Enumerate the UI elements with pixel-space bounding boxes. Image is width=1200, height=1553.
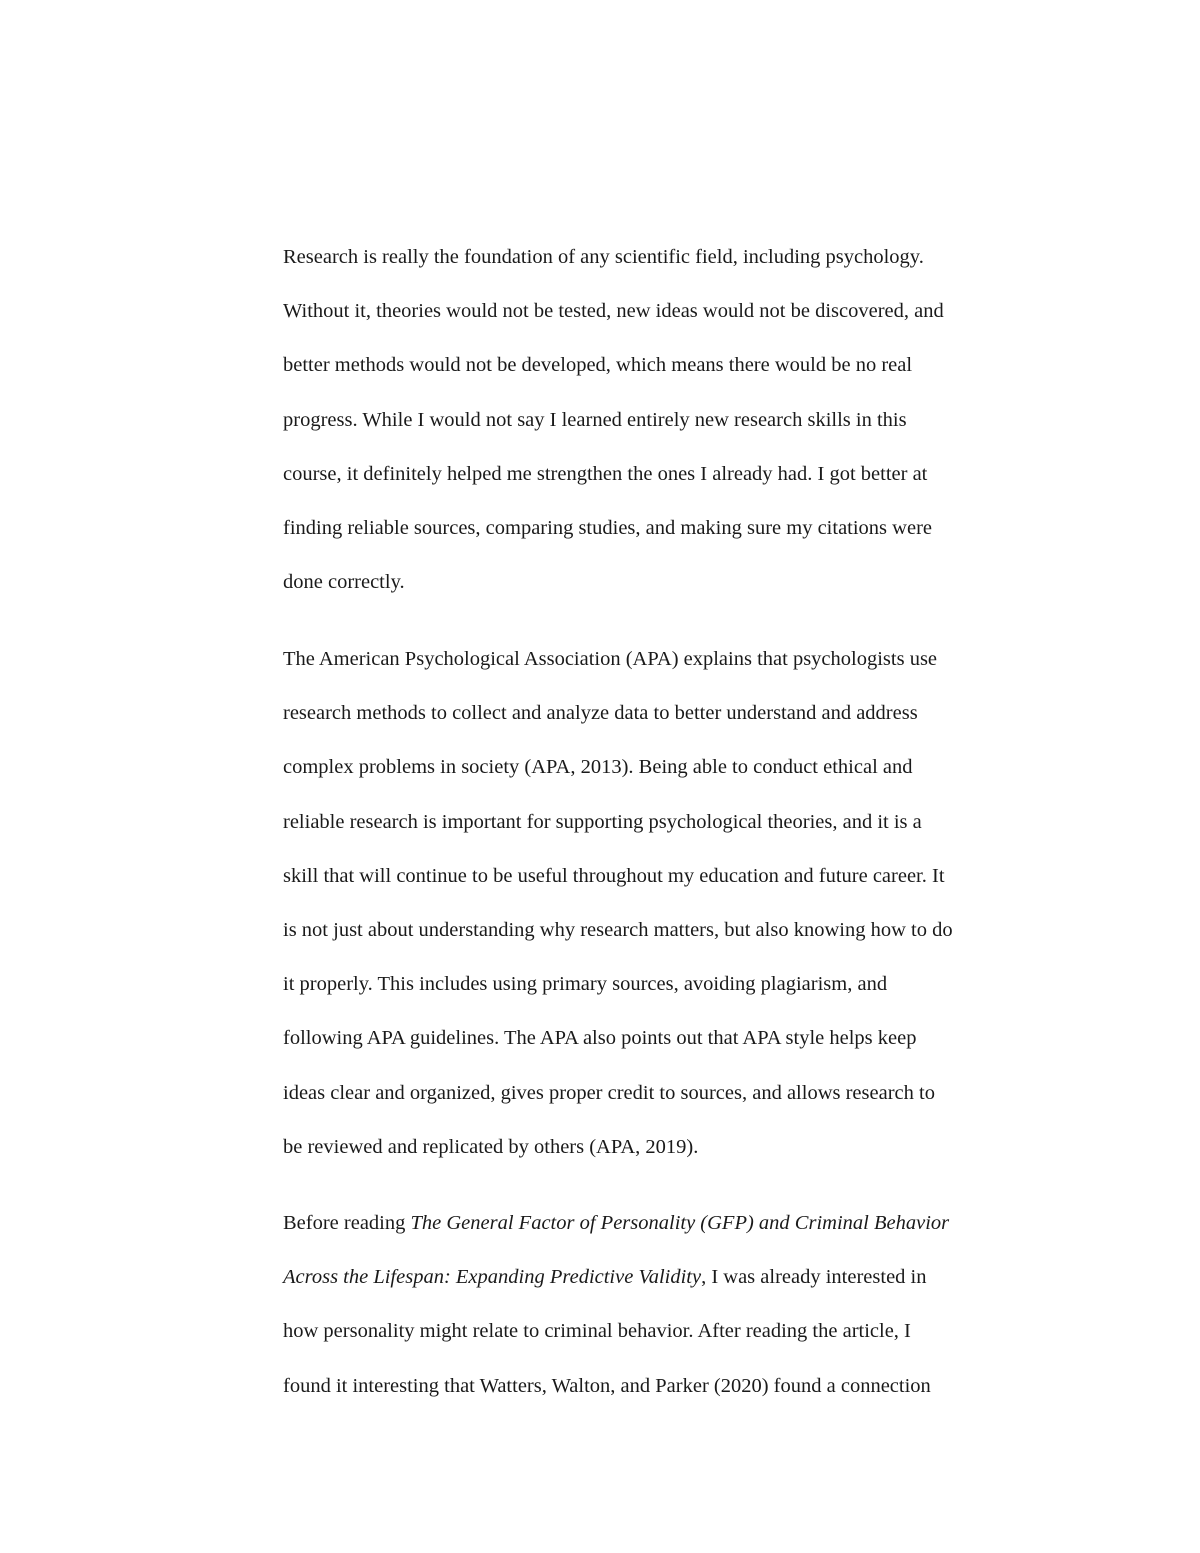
text-segment: , I was already interested in: [701, 1266, 927, 1289]
text-line: course, it definitely helped me strengthen the ones I already had. I got better at: [283, 462, 928, 485]
text-line: progress. While I would not say I learned entirely new research skills in this: [283, 408, 907, 431]
text-line: it properly. This includes using primary sources, avoiding plagiarism, and: [283, 973, 888, 996]
text-line: finding reliable sources, comparing studies, and making sure my citations were: [283, 517, 932, 540]
text-line: Research is really the foundation of any scientific field, including psychology.: [283, 246, 924, 268]
article-title: The General Factor of Personality (GFP) and Criminal Behavior: [410, 1212, 950, 1234]
text-line: [283, 1250, 1083, 1304]
text-segment: Before reading: [283, 1212, 411, 1234]
text-line: following APA guidelines. The APA also points out that APA style helps keep: [283, 1027, 917, 1050]
text-line: how personality might relate to criminal behavior. After reading the article, I: [283, 1320, 911, 1343]
text-line: skill that will continue to be useful throughout my education and future career. It: [283, 864, 945, 887]
text-line: research methods to collect and analyze data to better understand and address: [283, 702, 918, 725]
text-line: better methods would not be developed, which means there would be no real: [283, 354, 913, 377]
paragraph-gfp-article: [283, 1196, 1083, 1413]
article-title: Across the Lifespan: Expanding Predictive Validity: [283, 1266, 702, 1289]
text-line: Without it, theories would not be tested, new ideas would not be discovered, and: [283, 300, 944, 323]
text-line: The American Psychological Association (APA) explains that psychologists use: [283, 648, 938, 670]
text-line: done correctly.: [283, 571, 405, 594]
text-line: [283, 1196, 1083, 1250]
text-line: reliable research is important for supporting psychological theories, and it is a: [283, 810, 922, 833]
text-line: is not just about understanding why research matters, but also knowing how to do: [283, 919, 953, 942]
text-line: be reviewed and replicated by others (APA, 2019).: [283, 1135, 699, 1158]
paragraph-research-foundation: [283, 230, 1083, 609]
text-line: ideas clear and organized, gives proper credit to sources, and allows research to: [283, 1081, 935, 1104]
paragraph-apa-explanation: [283, 632, 1083, 1174]
text-line: complex problems in society (APA, 2013). Being able to conduct ethical and: [283, 756, 913, 779]
text-line: found it interesting that Watters, Walton, and Parker (2020) found a connection: [283, 1374, 931, 1397]
